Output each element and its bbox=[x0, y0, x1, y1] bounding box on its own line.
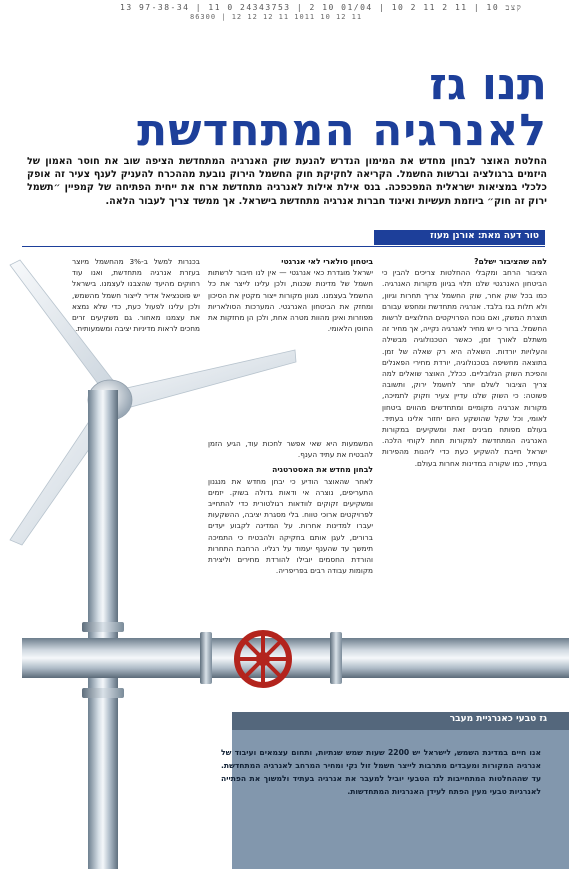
article-column-2-lower bbox=[208, 438, 373, 634]
column-2-closing-text: המשמעות היא שאי אפשר לחכות עוד, הגיע הזמן להבטיח את עתיד הענף. bbox=[208, 439, 373, 460]
pipe-flange-right bbox=[330, 632, 342, 684]
column-1-heading: למה שהציבור ישלם? bbox=[474, 257, 547, 266]
column-2-heading: ביטחון סולארי לאי אנרגטי bbox=[281, 257, 373, 266]
header-strip bbox=[0, 0, 569, 26]
divider-rule bbox=[22, 246, 545, 247]
column-1-text: הציבור הרחב ומקבלי ההחלטות צריכים להבין כי הביטחון האנרגטי שלנו תלוי בגיוון מקורות האנרגיה. כמו בכל שוק אחר, שוק החשמל צריך תחרות וגיוון, ולא תלות בגז בלבד. אנרגיה מתחדשת ומחפש עבורם תוצרת המשק, ואם נוכח הפרויקטים החלוציים לרשות החשמל. ברור כי יש מחיר לאנרגיה נקייה, אך מחיר זה משתלם לאורך זמן, כאשר הטכנולוגיה מבשילה והעלויות יורדות. השאלה היא רק שאלה של זמן. בתוצאה מחשיפה בטכנולוגיה, יורדת מחירי הפאנלים והפיכת השוק הגלובליים. ככלל, האוצר שואלים למה צריך הציבור לשלם יותר לחשמל ירוק, ותשובה פשוטה: כי השוק שלנו עדיין צעיר וזקוק לתמיכה, מקורות אנרגיה מקומיים ומתחדשים מהווים ביטחון לאומי, וכל שקל שהושקע היום יחזור אלינו בעתיד. בעולם מפותח מבינים זאת ומשקיעים במקורות האנרגיה המתחדשת למקורות תחת לקוחי הלכה. ישראל חייבת להשקיע כעת כדי ליהנות מהפירות בעתיד, כמו שקורה במדינות אחרות בעולם. bbox=[382, 268, 547, 468]
column-2-heading-2: לבחון מחדש את האסטרטגיה bbox=[272, 465, 373, 475]
pipe-flange-lower bbox=[82, 688, 124, 698]
article-title-line-2: לאנרגיה המתחדשת bbox=[137, 105, 547, 156]
sidebar-box-title: גז טבעי כאנרגיית מעבר bbox=[449, 714, 547, 724]
pipe-flange-left bbox=[200, 632, 212, 684]
byline: טור דעה מאת: אורנן מעוז bbox=[430, 231, 539, 241]
column-2-text-2: לאחר שהאוצר הודיע כי יבחן מחדש את מנגנון התעריפים, נוצרה אי ודאות גדולה בשוק. יזמים ומשקיעים זקוקים לוודאות רגולטורית כדי להתחייב לפרויקטים ארוכי טווח. בלי מסגרת יציבה, ההשקעות יעברו למדינות אחרות. על המדינה לקבוע יעדים ברורים, לעגן אותם בחקיקה ולהבטיח כי התמיכה תימשך עד שהענף יעמוד על רגליו. הרחבת התחרות והורדת החסמים יובילו להורדת מחירים וליצירת מקומות עבודה רבים בפריפריה. bbox=[208, 476, 373, 576]
article-title-line-1: תנו גז bbox=[429, 59, 547, 110]
article-column-2-upper bbox=[208, 256, 373, 436]
article-title bbox=[137, 59, 547, 156]
article-column-1 bbox=[382, 256, 547, 634]
horizontal-pipe bbox=[22, 638, 569, 678]
article-lead: החלטת האוצר לבחון מחדש את המימון הנדרש להנעת שוק האנרגיה המתחדשת הציפה שוב את חוסר האמון של היזמים ברגולציה וברשות החשמל. הקריאה לחקיקת חוק החשמל הירוק נובעת מההכרח להעניק לענף צעיר זה אופק כלכלי במציאות ישראלית המפכפכה. בנס אילת אילות לאנרגיה מתחדשת ארח את ייחית הפתיחה של קמפיין ״תשמל ירוק זה חוק״ ביוזמת תעשיות ואיגוד חברות אנרגיה מתחדשת בישראל. אך ממשד צריך לעבור הלאה. bbox=[27, 156, 547, 207]
sidebar-box-text: אנו חיים במדינת השמש, לישראל יש 2200 שעות שמש שנתיות, ותחום עצמאים ועיבוד של אנרגיה המקורות ומעבדים מתרבות לייצר חשמל זול נקי ומחיר המרחב לאנרגיה המתחדשת. עד שההחלטות המתחייבות לגז הטבעי יוביל למעבר את אנרגיה בעתיד ולמשוך את הפתייה לאנרגיות טבעי מעין הפתח לעידן האנרגיות המתחדשות. bbox=[221, 748, 541, 796]
header-strip-line-2: 86300 | 12 12 12 11 1011 10 12 11 bbox=[190, 13, 363, 21]
article-column-3 bbox=[72, 256, 200, 374]
column-3-text: בכנרות למשל ב-3% מהחשמל מיוצר בעזרת אנרגיה מתחדשת, ואנו עוד רחוקים מהיעד שהצבנו לעצמנו. בישראל יש פוטנציאל אדיר לייצור חשמל מהשמש, ולכן עלינו לפעול כעת, כדי שלא נמצא את עצמנו מאחור. גם משקיעים זרים מחכים לראות מדיניות יציבה ומשמעותית. bbox=[72, 257, 200, 334]
column-2-text: ישראל מוגדרת כאי אנרגטי — אין לנו חיבור לרשתות חשמל של מדינות שכנות, ולכן עלינו לייצר את כל החשמל בעצמנו. מגוון מקורות ייצור מקטין את הסיכון ומחזק את הביטחון האנרגטי. המערכות הסולאריות מפוזרות ואינן מהוות מטרה אחת, ולכן הן מחזקות את החוסן הלאומי. bbox=[208, 268, 373, 334]
valve-wheel-icon bbox=[232, 628, 294, 690]
header-strip-line-1: 13 97-38-34 | 11 קצב 10 | 11 2 11 2 10 | 01/04 10 2 | 24343753 0 bbox=[120, 3, 523, 12]
pipe-flange-upper bbox=[82, 622, 124, 632]
